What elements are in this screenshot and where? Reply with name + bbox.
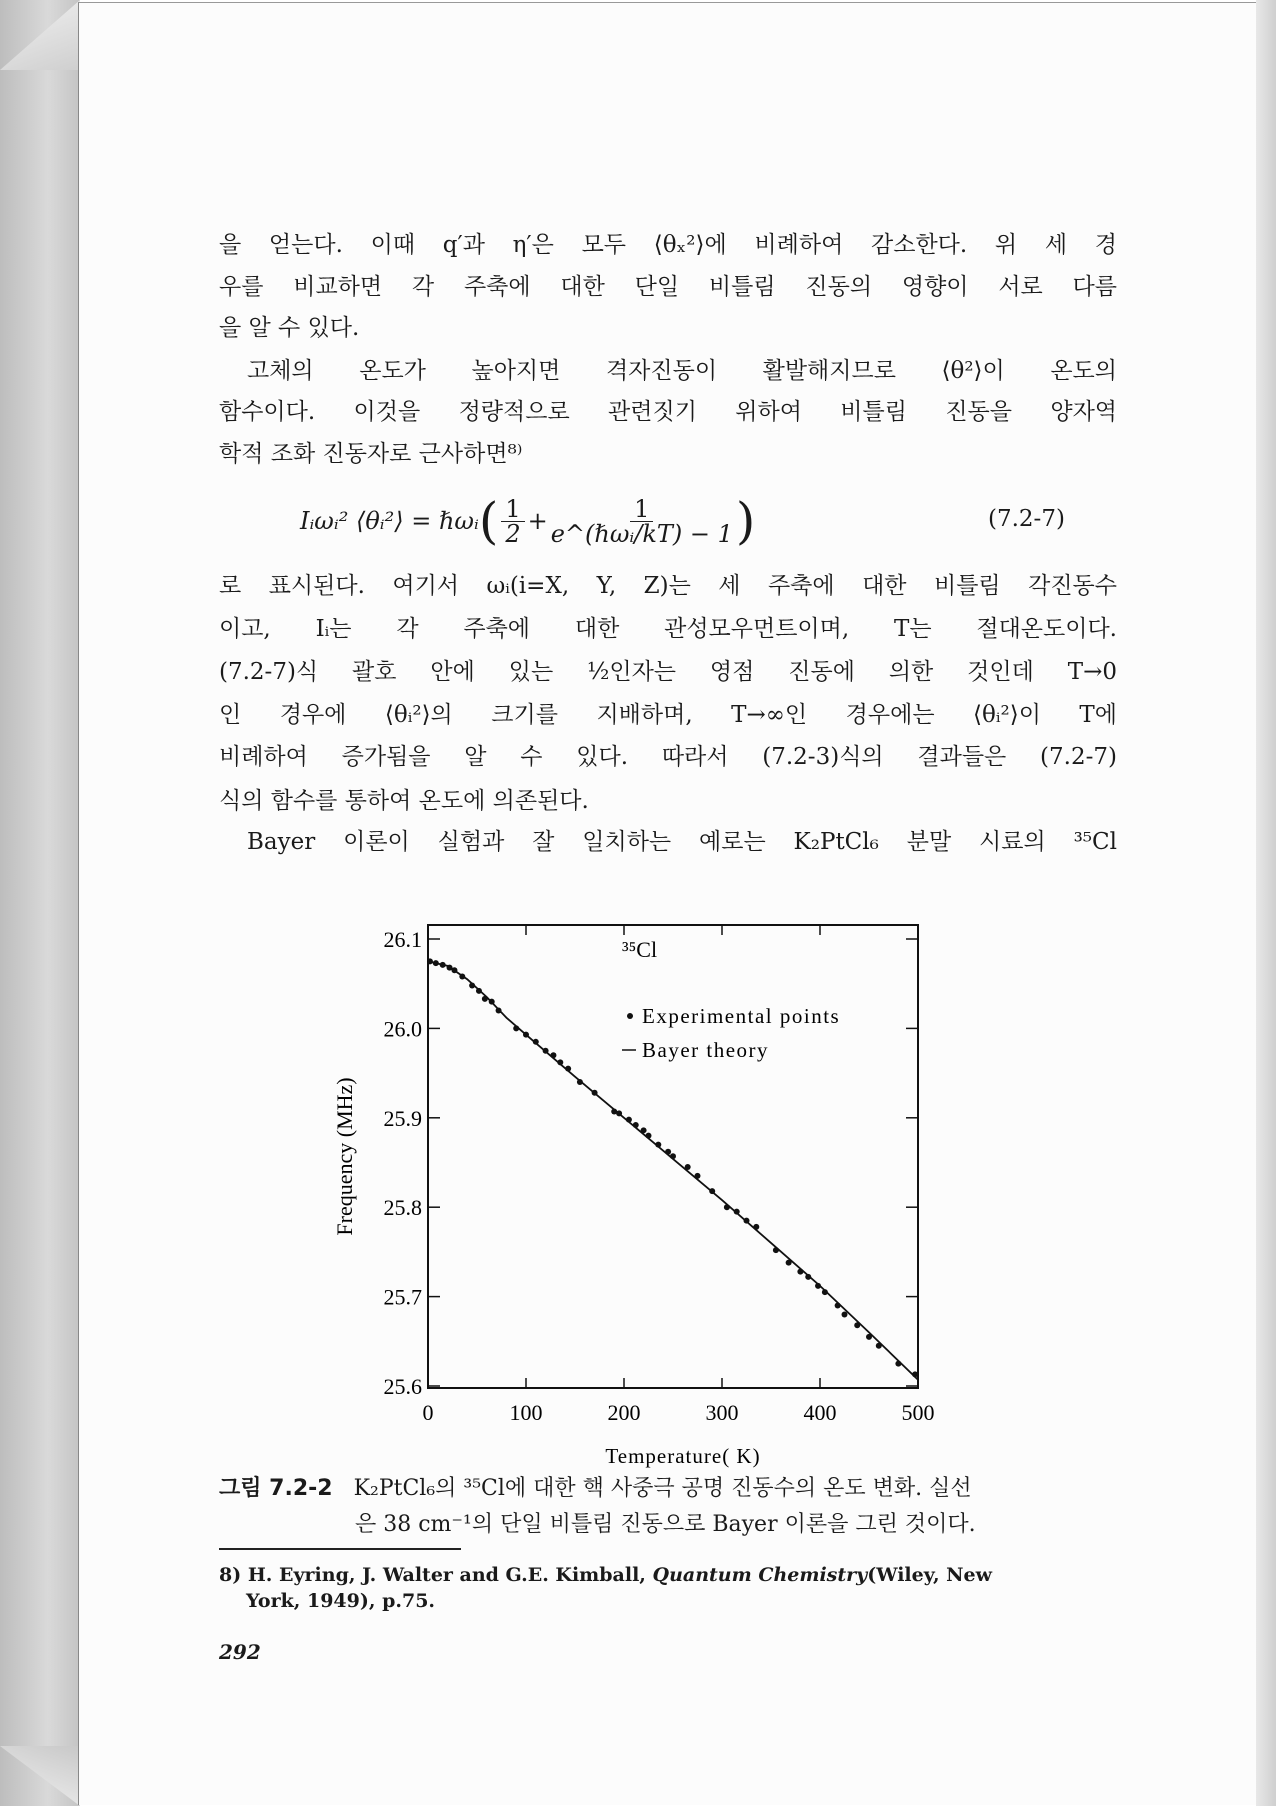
experimental-point [797,1269,803,1275]
page-right-edge-shadow [1256,0,1276,1806]
equation-number: (7.2-7) [988,506,1065,532]
text-line: 비례하여 증가됨을 알 수 있다. 따라서 (7.2-3)식의 결과들은 (7.2-7) [219,744,1117,770]
experimental-point [685,1164,691,1170]
text-line: (7.2-7)식 괄호 안에 있는 ½인자는 영점 진동에 의한 것인데 T→0 [219,659,1117,685]
x-tick-label: 400 [803,1400,837,1425]
text-line: 식의 함수를 통하여 온도에 의존된다. [219,788,589,814]
figure-caption [219,1474,972,1504]
x-tick-label: 300 [705,1400,739,1425]
experimental-point [482,996,488,1002]
caption-line-1: K₂PtCl₆의 ³⁵Cl에 대한 핵 사중극 공명 진동수의 온도 변화. 실선 [353,1476,972,1501]
experimental-point [744,1218,750,1224]
experimental-point [577,1079,583,1085]
left-paren: ( [478,492,499,550]
text-line: Bayer 이론이 실험과 잘 일치하는 예로는 K₂PtCl₆ 분말 시료의 ³⁵Cl [247,829,1117,855]
x-tick-label: 0 [422,1400,434,1425]
experimental-point [876,1343,882,1349]
experimental-point [842,1311,848,1317]
x-tick-label: 100 [509,1400,543,1425]
experimental-point [724,1204,730,1210]
equation-lhs: Iᵢωᵢ² ⟨θᵢ²⟩ = ℏωᵢ [300,507,479,535]
experimental-point [895,1361,901,1367]
text-line: 이고, Iᵢ는 각 주축에 대한 관성모우먼트이며, T는 절대온도이다. [219,616,1117,642]
right-paren: ) [735,492,756,550]
experimental-point [912,1371,918,1377]
experimental-point [670,1153,676,1159]
footnote-authors: 8) H. Eyring, J. Walter and G.E. Kimball, [219,1564,653,1586]
text-line: 인 경우에 ⟨θᵢ²⟩의 크기를 지배하며, T→∞인 경우에는 ⟨θᵢ²⟩이 T에 [219,702,1117,728]
text-line: 함수이다. 이것을 정량적으로 관련짓기 위하여 비틀림 진동을 양자역 [219,399,1117,425]
experimental-point [469,982,475,988]
x-axis-label: Temperature( K) [605,1444,761,1468]
experimental-point [513,1025,519,1031]
y-tick-label: 26.0 [383,1016,422,1042]
footnote-publisher: (Wiley, New [867,1564,992,1586]
legend-experimental-points: Experimental points [642,1004,841,1028]
legend-point-marker [627,1013,633,1019]
frequency-temperature-chart [300,905,980,1475]
text-line: 을 얻는다. 이때 q′과 η′은 모두 ⟨θₓ²⟩에 비례하여 감소한다. 위 세 경 [219,232,1117,258]
fraction-denominator: e^(ℏωᵢ/kT) − 1 [550,519,733,548]
experimental-point [854,1322,860,1328]
experimental-point [496,1008,502,1014]
footnote-8-line-2: York, 1949), p.75. [246,1590,436,1612]
legend-bayer-theory: Bayer theory [642,1038,770,1062]
experimental-point [440,962,446,968]
experimental-point [476,988,482,994]
footnote-8 [219,1562,992,1588]
isotope-annotation: ³⁵Cl [622,937,658,962]
text-line: 로 표시된다. 여기서 ωᵢ(i=X, Y, Z)는 세 주축에 대한 비틀림 각진동수 [219,573,1117,599]
fraction-numerator: 1 [630,497,653,522]
experimental-point [786,1260,792,1266]
y-tick-label: 25.9 [383,1105,422,1131]
experimental-point [773,1247,779,1253]
experimental-point [565,1066,571,1072]
experimental-point [592,1090,598,1096]
experimental-point [805,1274,811,1280]
y-tick-label: 26.1 [383,927,422,952]
experimental-point [451,967,457,973]
caption-line-2: 은 38 cm⁻¹의 단일 비틀림 진동으로 Bayer 이론을 그린 것이다. [355,1512,976,1537]
experimental-point [753,1224,759,1230]
equation-7-2-7 [300,492,756,550]
experimental-point [633,1122,639,1128]
experimental-point [695,1173,701,1179]
footnote-title: Quantum Chemistry [652,1564,868,1586]
experimental-point [626,1117,632,1123]
experimental-point [459,974,465,980]
text-line: 을 알 수 있다. [219,315,360,341]
y-tick-label: 25.8 [383,1195,422,1221]
experimental-point [646,1133,652,1139]
experimental-point [709,1188,715,1194]
y-tick-label: 25.6 [383,1374,422,1399]
text-line: 고체의 온도가 높아지면 격자진동이 활발해지므로 ⟨θ²⟩이 온도의 [247,358,1117,384]
text-line: 학적 조화 진동자로 근사하면⁸⁾ [219,441,523,467]
experimental-point [533,1039,539,1045]
x-tick-label: 500 [901,1400,935,1425]
experimental-point [523,1032,529,1038]
experimental-point [866,1334,872,1340]
fraction-bose [550,494,733,548]
experimental-point [550,1052,556,1058]
caption-label: 그림 7.2-2 [219,1476,333,1501]
experimental-point [616,1110,622,1116]
experimental-point [665,1149,671,1155]
experimental-point [489,999,495,1005]
experimental-point [557,1059,563,1065]
experimental-point [835,1303,841,1309]
page-number: 292 [219,1640,261,1664]
plus-sign: + [527,507,548,535]
experimental-point [734,1209,740,1215]
footnote-rule [219,1548,461,1550]
y-tick-label: 25.7 [383,1284,422,1310]
fraction-half [501,494,524,548]
y-axis-label: Frequency (MHz) [332,1077,357,1236]
experimental-point [543,1048,549,1054]
experimental-point [815,1283,821,1289]
x-tick-label: 200 [607,1400,641,1425]
fraction-denominator: 2 [505,519,521,548]
text-line: 우를 비교하면 각 주축에 대한 단일 비틀림 진동의 영향이 서로 다름 [219,274,1117,300]
book-spine [0,0,80,1806]
experimental-point [822,1289,828,1295]
fraction-numerator: 1 [501,497,524,522]
experimental-point [655,1142,661,1148]
experimental-point [427,958,433,964]
experimental-point [433,960,439,966]
experimental-point [641,1127,647,1133]
